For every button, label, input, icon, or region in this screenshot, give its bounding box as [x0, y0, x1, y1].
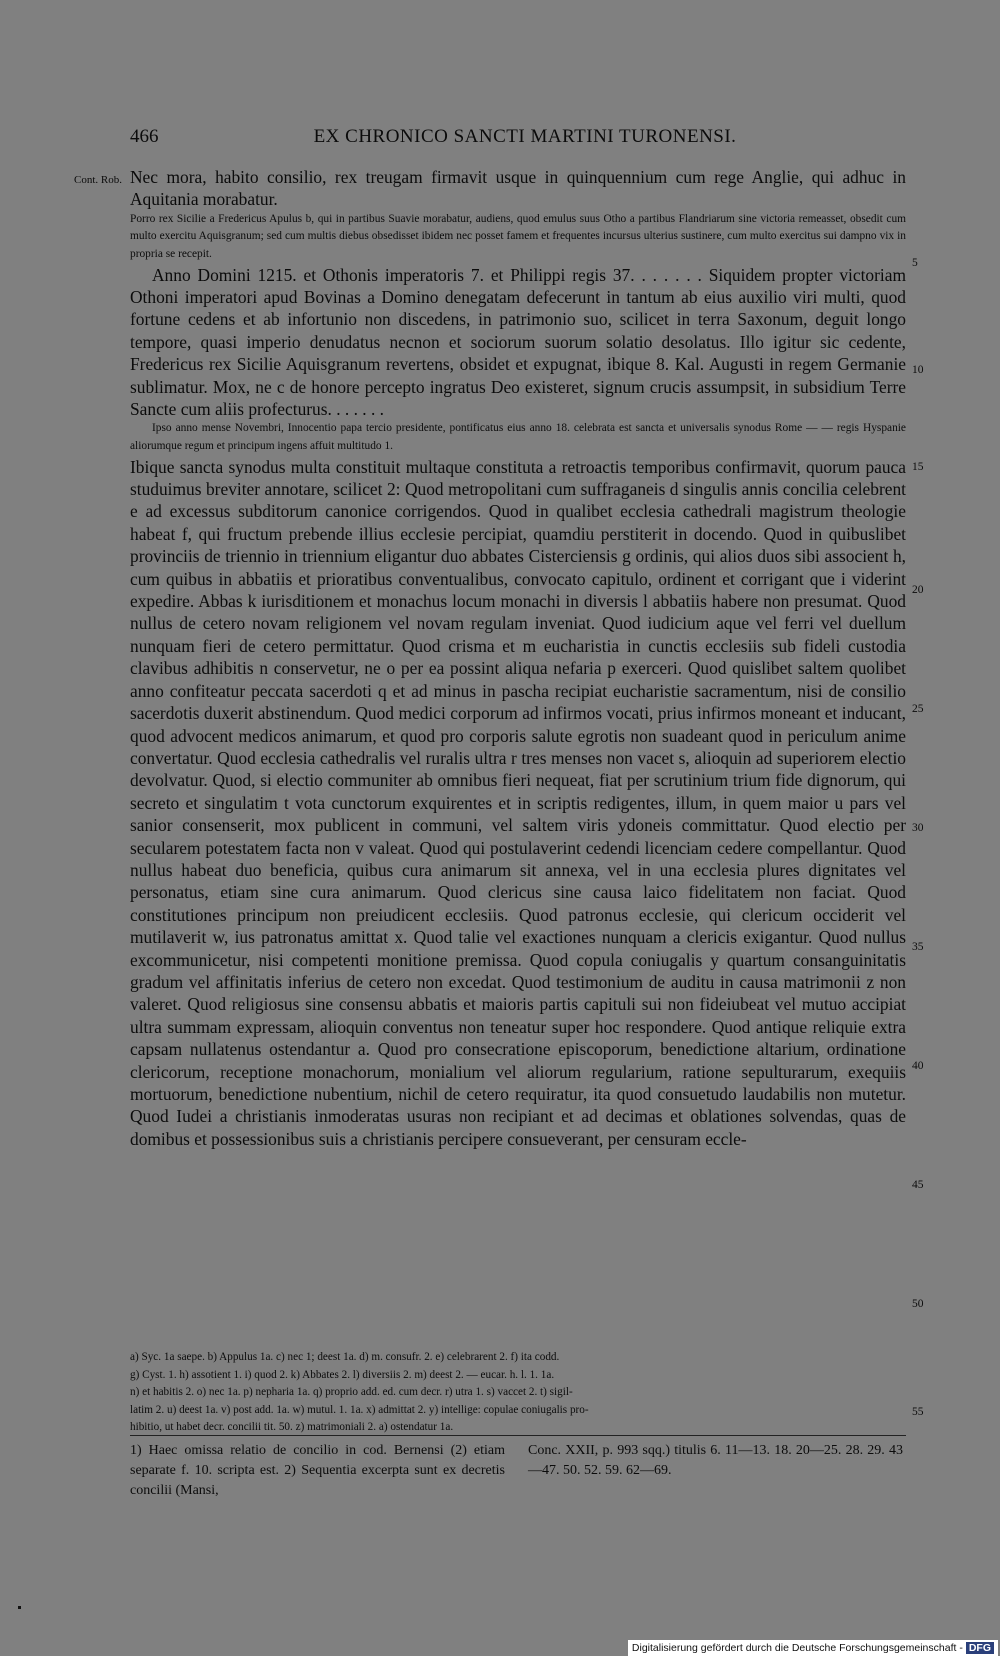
- footnote-divider: [130, 1435, 906, 1436]
- line-number: 45: [912, 1179, 924, 1191]
- paragraph: Ipso anno mense Novembri, Innocentio papa tercio presidente, pontificatus eius anno 18. celebrata est sancta et universalis synodus Rome — — regis Hyspanie aliorumque regum et principum ingens affuit multitudo 1.: [130, 422, 906, 453]
- line-number: 5: [912, 257, 918, 269]
- variant-note-line: n) et habitis 2. o) nec 1a. p) nepharia 1a. q) proprio add. ed. cum decr. r) utra 1. s) vaccet 2. t) sigil-: [130, 1386, 573, 1399]
- variant-note-line: g) Cyst. 1. h) assotient 1. i) quod 2. k) Abbates 2. l) diversiis 2. m) deest 2. — eucar. h. l. 1. 1a.: [130, 1368, 555, 1381]
- line-number: 15: [912, 461, 924, 473]
- page-number: 466: [130, 126, 159, 147]
- paragraph: Porro rex Sicilie a Fredericus Apulus b, qui in partibus Suavie morabatur, audiens, quod emulus suus Otho a partibus Flandriarum sine victoria remeasset, obsedit cum multo exercitu Aquisgranum; sed cum multis diebus obsedisset ibidem nec posset famem et frequentes incursus ulterius sustinere, cum multo exercitus sui dampno vix in propria se recepit.: [130, 212, 906, 260]
- running-title: EX CHRONICO SANCTI MARTINI TURONENSI.: [313, 126, 737, 147]
- line-number: 40: [912, 1060, 924, 1072]
- dfg-logo: DFG: [966, 1642, 994, 1654]
- line-number: 50: [912, 1298, 924, 1310]
- variant-note-line: a) Syc. 1a saepe. b) Appulus 1a. c) nec 1; deest 1a. d) m. consufr. 2. e) celebrarent 2. f) ita codd.: [130, 1351, 560, 1363]
- paragraph: Nec mora, habito consilio, rex treugam firmavit usque in quinquennium cum rege Anglie, qui adhuc in Aquitania morabatur.: [130, 167, 906, 210]
- line-number: 20: [912, 584, 924, 596]
- footnote-left: 1) Haec omissa relatio de concilio in cod. Bernensi (2) etiam separate f. 10. scripta est. 2) Sequentia excerpta sunt ex decretis concilii (Mansi,: [130, 1443, 505, 1498]
- footer-text: Digitalisierung gefördert durch die Deutsche Forschungsgemeinschaft -: [631, 1642, 963, 1654]
- digitization-footer: [628, 1640, 998, 1656]
- line-number: 55: [912, 1406, 924, 1418]
- paragraph: Ibique sancta synodus multa constituit multaque constituta a retroactis temporibus confirmavit, quorum pauca studuimus breviter annotare, scilicet 2: Quod metropolitani cum suffraganeis d singulis annis concilia celebrent e ad excessus subditorum canonice corrigendos. Quod in qualibet ecclesia cathedrali magistrum theologie habeat f, qui fructum prebende illius ecclesie percipiat, quamdiu perstiterit in docendo. Quod in quibuslibet provinciis de triennio in triennium eligantur duo abbates Cisterciensis g ordinis, qui alios duos sibi associent h, cum quibus in abbatiis et prioratibus conventualibus, convocato capitulo, ordinent et corrigant que i viderint expedire. Abbas k iurisditionem et monachus locum monachi in diversis l abbatiis habere non presumat. Quod nullus de cetero novam religionem vel novam regulam inveniat. Quod iudicium aque vel ferri vel duellum nunquam fieri de cetero permittatur. Quod crisma et m eucharistia in cunctis ecclesiis sub fideli custodia clavibus adhibitis n conservetur, ne o per ea possint aliqua nefaria p exerceri. Quod quislibet saltem quolibet anno confiteatur peccata sacerdoti q et ad minus in pascha recipiat eucharistie sacramentum, nisi de consilio sacerdotis duxerit abstinendum. Quod medici corporum ad infirmos vocati, prius infirmos moneant et inducant, quod advocent medicos animarum, et quod pro corporis salute egrotis non suadeant quod in periculum anime convertatur. Quod ecclesia cathedralis vel ruralis ultra r tres menses non vacet s, alioquin ad superiorem electio devolvatur. Quod, si electio communiter ab omnibus fieri nequeat, fiat per scrutinium trium fide dignorum, qui secreto et singulatim t vota cunctorum exquirentes et in scriptis redigentes, illum, in quem maior u pars vel sanior consenserit, mox publicent in communi, vel saltem viris ydoneis committatur. Quod electio per secularem potestatem facta non v valeat. Quod qui postulaverint cedendi licenciam cedere compellantur. Quod nullus habeat duo beneficia, quibus cura animarum sit annexa, vel in una ecclesia plures dignitates vel personatus, etiam sine cura animarum. Quod clericus sine causa laico fidelitatem non faciat. Quod constitutiones principum non preiudicent ecclesiis. Quod patronus ecclesie, qui clericum occiderit vel mutilaverit w, ius patronatus amittat x. Quod talie vel exactiones nunquam a clericis exigantur. Quod nullus excommunicetur, nisi competenti monitione premissa. Quod copula coniugalis y quartum consanguinitatis gradum vel affinitatis inferius de cetero non excedat. Quod testimonium de auditu in causa matrimonii z non valeret. Quod religiosus sine consensu abbatis et maioris partis capituli sui non fideiubeat vel mutuo accipiat ultra summam expressam, alioquin conventus non teneatur super hoc respondere. Quod antique reliquie extra capsam nullatenus ostendantur a. Quod pro consecratione episcoporum, benedictione altarium, ordinatione clericorum, receptione monachorum, monialium vel aliorum regularium, ratione sepulturarum, exequiis mortuorum, benedictione nubentium, nichil de cetero requiratur, ita quod consuetudo laudabilis non mutetur. Quod Iudei a christianis inmoderatas usuras non recipiant et ad decimas et oblationes solvendas, quas de domibus et possessionibus suis a christianis percipere consueverant, per censuram eccle-: [130, 456, 906, 1149]
- variant-note-line: hibitio, ut habet decr. concilii tit. 50. z) matrimoniali 2. a) ostendatur 1a.: [130, 1421, 454, 1434]
- variant-notes: [130, 1349, 906, 1437]
- line-number: 25: [912, 703, 924, 715]
- variant-note-line: latim 2. u) deest 1a. v) post add. 1a. w) mutul. 1. 1a. x) admittat 2. y) intellige: copulae coniugalis pro-: [130, 1403, 589, 1416]
- page-header: [130, 126, 920, 156]
- margin-note: Cont. Rob.: [74, 174, 122, 186]
- line-number: 35: [912, 941, 924, 953]
- footnote-right: Conc. XXII, p. 993 sqq.) titulis 6. 11—13. 18. 20—25. 28. 29. 43—47. 50. 52. 59. 62—69.: [528, 1443, 903, 1478]
- line-number: 10: [912, 364, 924, 376]
- paragraph: Anno Domini 1215. et Othonis imperatoris 7. et Philippi regis 37. . . . . . . Siquidem propter victoriam Othoni imperatori apud Bovinas a Domino denegatam defecerunt in tantum ab eius auxilio viri multi, quod fortune cedens et ab infortunio non discedens, in patrimonio suo, scilicet in terra Saxonum, deguit longo tempore, quasi imperio denudatus necnon et sociorum suorum solatio desolatus. Illo igitur sic cedente, Fredericus rex Sicilie Aquisgranum revertens, obsidet et expugnat, ibique 8. Kal. Augusti in regem Germanie sublimatur. Mox, ne c de honore percepto ingratus Deo existeret, signum crucis assumpsit, in subsidium Terre Sancte cum aliis profecturus. . . . . . .: [130, 264, 906, 420]
- line-number: 30: [912, 822, 924, 834]
- main-text: [130, 166, 906, 1150]
- scan-speck: [18, 1606, 21, 1609]
